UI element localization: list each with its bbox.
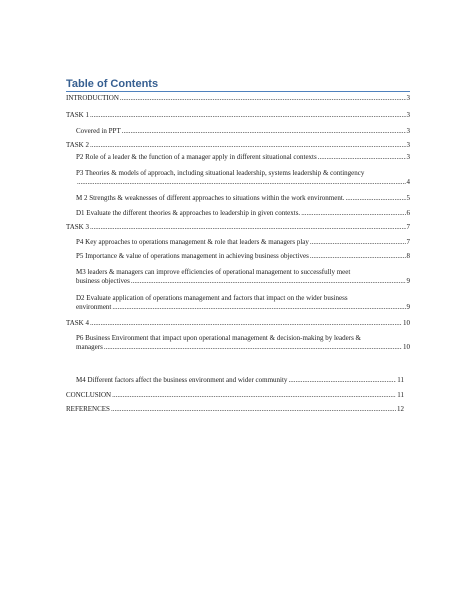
toc-entry-text: TASK 2: [66, 141, 89, 149]
toc-entry-page: 3: [406, 94, 410, 102]
toc-entry-text-line1: P3 Theories & models of approach, including situational leadership, systems leadership & contingency: [76, 169, 365, 177]
toc-entry-text-line1: P6 Business Environment that impact upon operational management & decision-making by leaders &: [76, 334, 361, 342]
toc-entry-task-3[interactable]: [66, 223, 410, 232]
toc-entry-page: 8: [406, 252, 410, 260]
dot-leader: [288, 376, 396, 385]
dot-leader: [131, 277, 406, 286]
toc-entry-text: P5 Importance & value of operations management in achieving business objectives: [76, 252, 309, 260]
toc-entry-m2[interactable]: [76, 194, 410, 203]
toc-entry-page: 7: [406, 238, 410, 246]
toc-entry-covered-in-ppt[interactable]: [76, 127, 410, 136]
dot-leader: [90, 141, 406, 150]
toc-entry-text: TASK 1: [66, 111, 89, 119]
toc-entry-text: D1 Evaluate the different theories & approaches to leadership in given contexts.: [76, 209, 301, 217]
toc-entry-m4[interactable]: [76, 376, 404, 385]
toc-entry-text: environment: [76, 303, 112, 311]
toc-entry-page: 9: [406, 303, 410, 311]
dot-leader: [122, 127, 406, 136]
dot-leader: [120, 94, 406, 103]
toc-entry-m3[interactable]: [76, 268, 410, 286]
toc-entry-task-4[interactable]: [66, 319, 410, 328]
toc-entry-task-1[interactable]: [66, 111, 410, 120]
toc-entry-page: 10: [403, 319, 410, 327]
toc-entry-p5[interactable]: [76, 252, 410, 261]
toc-entry-page: 9: [406, 277, 410, 285]
dot-leader: [310, 252, 406, 261]
toc-entry-text: M4 Different factors affect the business environment and wider community: [76, 376, 288, 384]
dot-leader: [104, 343, 402, 352]
toc-entry-p6[interactable]: [76, 334, 410, 352]
toc-entry-references[interactable]: [66, 405, 404, 414]
toc-heading: Table of Contents: [66, 78, 159, 90]
toc-entry-text: business objectives: [76, 277, 130, 285]
toc-entry-d2[interactable]: [76, 294, 410, 312]
dot-leader: [301, 209, 405, 218]
toc-entry-page: 12: [397, 405, 404, 413]
toc-entry-introduction[interactable]: [66, 94, 410, 103]
toc-entry-p4[interactable]: [76, 238, 410, 247]
toc-entry-page: 11: [397, 391, 404, 399]
dot-leader: [111, 405, 396, 414]
toc-entry-text: CONCLUSION: [66, 391, 112, 399]
toc-entry-page: 3: [406, 111, 410, 119]
toc-entry-d1[interactable]: [76, 209, 410, 218]
heading-rule: [66, 91, 410, 92]
toc-entry-page: 10: [403, 343, 410, 351]
toc-entry-text: REFERENCES: [66, 405, 110, 413]
toc-entry-text: P2 Role of a leader & the function of a manager apply in different situational contexts: [76, 153, 317, 161]
toc-entry-text: M 2 Strengths & weaknesses of different approaches to situations within the work environment.: [76, 194, 345, 202]
toc-entry-page: 3: [406, 127, 410, 135]
toc-entry-conclusion[interactable]: [66, 391, 404, 400]
dot-leader: [77, 178, 406, 187]
toc-entry-text: INTRODUCTION: [66, 94, 119, 102]
dot-leader: [310, 238, 406, 247]
toc-entry-text-line1: D2 Evaluate application of operations management and factors that impact on the wider business: [76, 294, 348, 302]
toc-entry-text: TASK 3: [66, 223, 89, 231]
toc-entry-p2[interactable]: [76, 153, 410, 162]
toc-entry-page: 3: [406, 153, 410, 161]
toc-entry-text: TASK 4: [66, 319, 89, 327]
dot-leader: [90, 319, 402, 328]
toc-entry-text: Covered in PPT: [76, 127, 121, 135]
toc-entry-page: 11: [397, 376, 404, 384]
toc-entry-page: 5: [406, 194, 410, 202]
dot-leader: [112, 303, 405, 312]
dot-leader: [346, 194, 406, 203]
toc-entry-task-2[interactable]: [66, 141, 410, 150]
toc-entry-text: P4 Key approaches to operations management & role that leaders & managers play: [76, 238, 309, 246]
dot-leader: [90, 223, 406, 232]
toc-entry-p3[interactable]: [76, 169, 410, 187]
toc-entry-page: 4: [406, 178, 410, 186]
toc-entry-page: 6: [406, 209, 410, 217]
toc-entry-text-line1: M3 leaders & managers can improve efficiencies of operational management to successfully meet: [76, 268, 351, 276]
dot-leader: [112, 391, 396, 400]
toc-entry-text: managers: [76, 343, 103, 351]
dot-leader: [318, 153, 406, 162]
toc-entry-page: 3: [406, 141, 410, 149]
toc-entry-page: 7: [406, 223, 410, 231]
dot-leader: [90, 111, 406, 120]
